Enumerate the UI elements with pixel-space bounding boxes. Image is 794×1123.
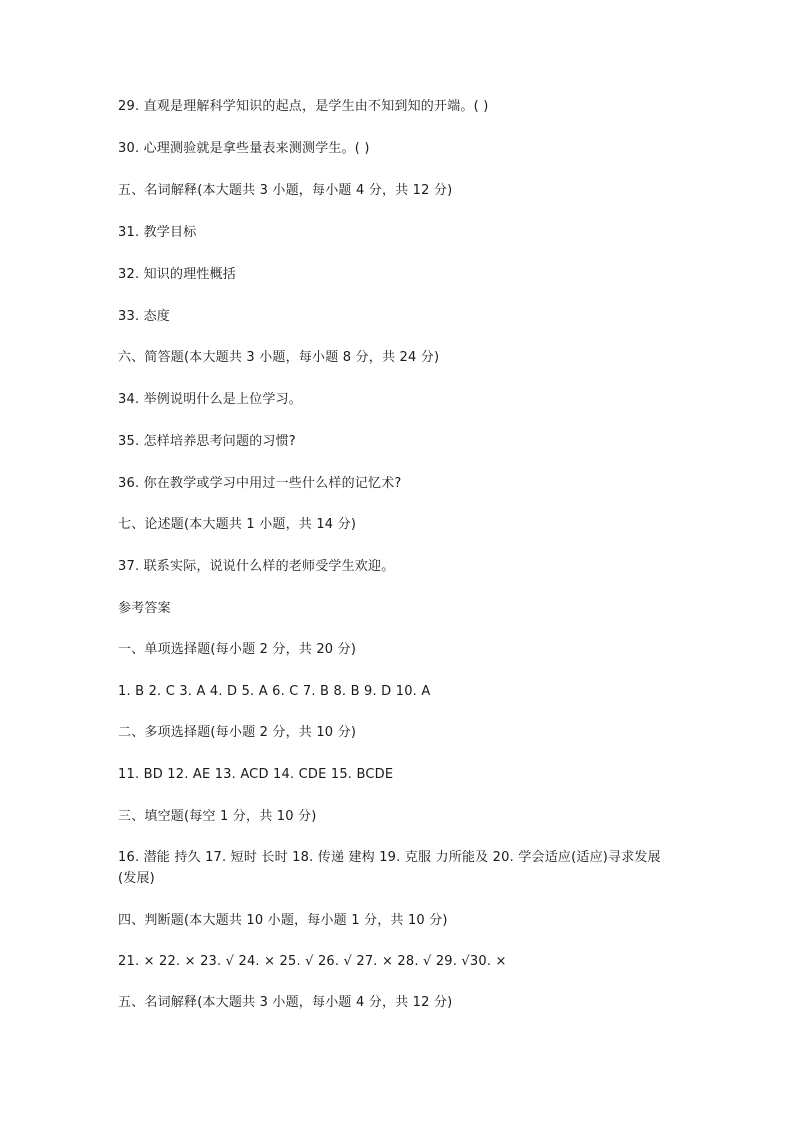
question-29: 29. 直观是理解科学知识的起点，是学生由不知到知的开端。( ) xyxy=(118,99,489,114)
answer-section-3-values: 16. 潜能 持久 17. 短时 长时 18. 传递 建构 19. 克服 力所能及 20. 学会适应(适应)寻求发展(发展) xyxy=(118,850,661,886)
answer-section-5-heading: 五、名词解释(本大题共 3 小题，每小题 4 分，共 12 分) xyxy=(118,995,453,1010)
answers-heading: 参考答案 xyxy=(118,601,171,616)
section-heading-7: 七、论述题(本大题共 1 小题，共 14 分) xyxy=(118,517,357,532)
question-31: 31. 教学目标 xyxy=(118,225,197,240)
question-30: 30. 心理测验就是拿些量表来测测学生。( ) xyxy=(118,141,370,156)
section-heading-6: 六、简答题(本大题共 3 小题，每小题 8 分，共 24 分) xyxy=(118,350,440,365)
question-36: 36. 你在教学或学习中用过一些什么样的记忆术? xyxy=(118,476,402,491)
question-37: 37. 联系实际，说说什么样的老师受学生欢迎。 xyxy=(118,559,395,574)
question-35: 35. 怎样培养思考问题的习惯? xyxy=(118,434,296,449)
answer-section-3-heading: 三、填空题(每空 1 分，共 10 分) xyxy=(118,809,317,824)
question-33: 33. 态度 xyxy=(118,309,171,324)
answer-section-4-heading: 四、判断题(本大题共 10 小题，每小题 1 分，共 10 分) xyxy=(118,913,448,928)
question-32: 32. 知识的理性概括 xyxy=(118,267,237,282)
answer-section-4-values: 21. × 22. × 23. √ 24. × 25. √ 26. √ 27. × 28. √ 29. √30. × xyxy=(118,954,507,969)
answer-section-1-heading: 一、单项选择题(每小题 2 分，共 20 分) xyxy=(118,642,357,657)
section-heading-5: 五、名词解释(本大题共 3 小题，每小题 4 分，共 12 分) xyxy=(118,183,453,198)
answer-section-2-heading: 二、多项选择题(每小题 2 分，共 10 分) xyxy=(118,725,357,740)
answer-section-1-values: 1. B 2. C 3. A 4. D 5. A 6. C 7. B 8. B 9. D 10. A xyxy=(118,684,431,699)
answer-section-2-values: 11. BD 12. AE 13. ACD 14. CDE 15. BCDE xyxy=(118,767,394,782)
question-34: 34. 举例说明什么是上位学习。 xyxy=(118,392,303,407)
